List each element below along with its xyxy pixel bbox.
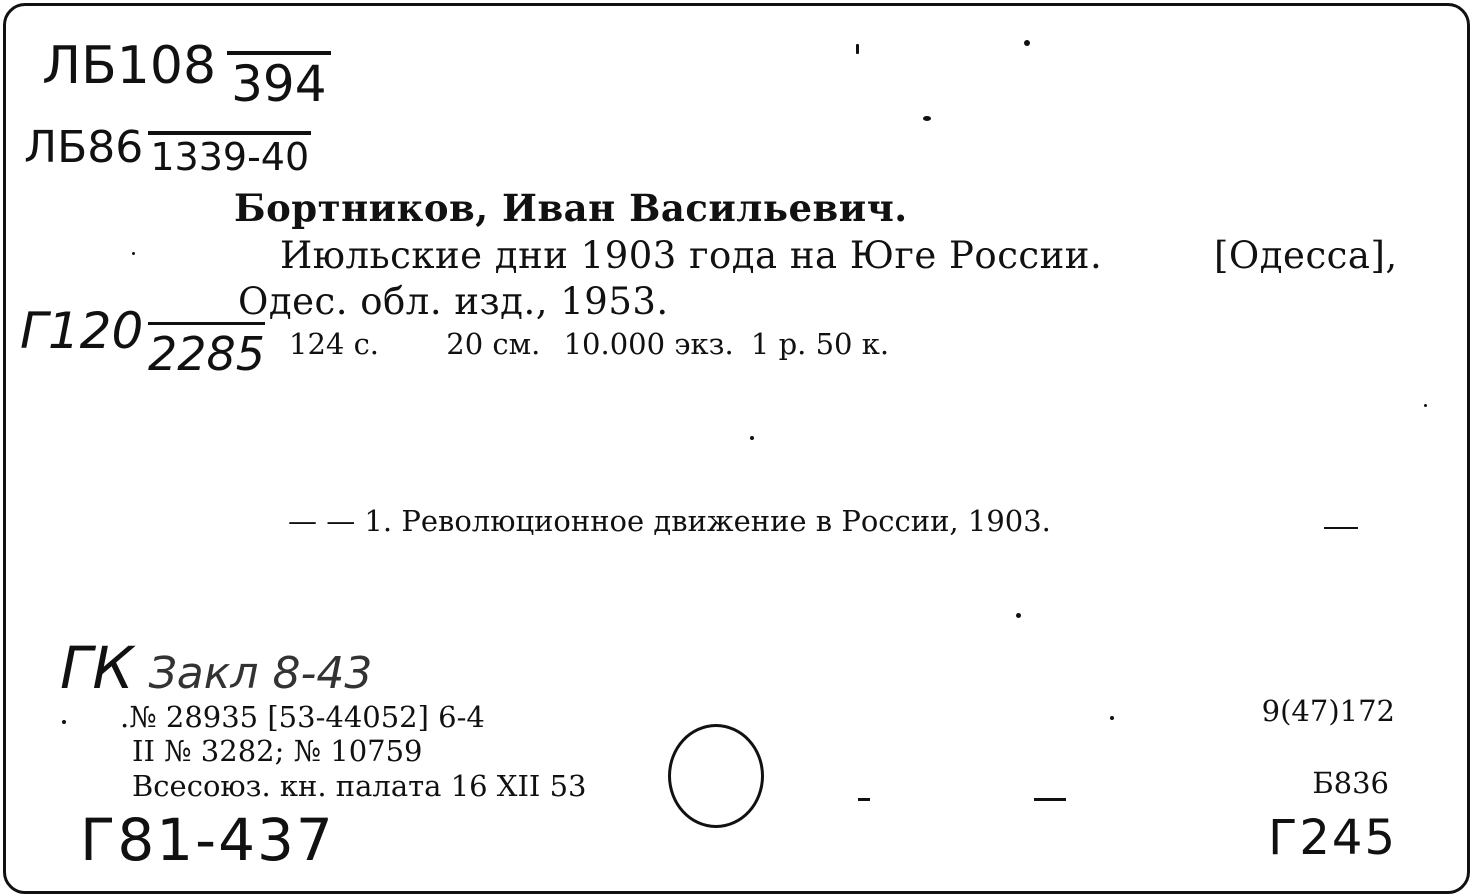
speck [1024,40,1030,46]
shelfmark-line1-prefix: ЛБ108 [42,36,217,96]
dash-mark [858,798,870,801]
speck [856,44,859,54]
shelfmark-line2-number: 1339-40 [148,131,311,179]
drawn-circle [668,724,764,828]
pages: 124 с. [289,327,380,361]
catalog-card [3,3,1470,894]
dash-mark [1324,527,1358,529]
shelfmark-line1-number: 394 [227,51,330,113]
speck [1424,404,1427,407]
footer-chamber: Всесоюз. кн. палата 16 XII 53 [132,769,587,803]
shelfmark-line2-prefix: ЛБ86 [24,122,144,173]
gk-note: Закл 8-43 [148,648,373,699]
shelfmark-g120: Г120 [20,302,144,360]
bottom-left-mark: Г81-437 [80,806,335,874]
subject-heading: — — 1. Революционное движение в России, 1903. [288,504,1051,538]
speck [750,436,754,440]
speck [1110,716,1114,720]
author-mark: Б836 [1312,766,1389,800]
dash-mark [1034,798,1066,801]
gk-mark [60,634,372,702]
place: [Одесса], [1214,234,1398,277]
copies: 10.000 экз. [563,327,734,361]
publisher: Одес. обл. изд., 1953. [238,280,669,323]
author: Бортников, Иван Васильевич. [234,186,908,230]
gk-label: ГК [60,634,134,702]
shelfmark-line1 [42,36,331,113]
size: 20 см. [446,327,541,361]
speck [132,252,135,255]
shelfmark-2285: 2285 [148,322,265,381]
footer-number: .№ 28935 [53-44052] 6-4 [120,700,485,734]
footer-second: II № 3282; № 10759 [132,734,423,768]
collation [289,327,889,361]
class-code: 9(47)172 [1261,694,1395,728]
speck [62,720,66,724]
shelfmark-line2 [24,122,311,179]
speck [1016,613,1021,618]
price: 1 р. 50 к. [750,327,890,361]
bottom-right-mark: Г245 [1268,810,1397,866]
speck [923,116,931,121]
title: Июльские дни 1903 года на Юге России. [280,234,1103,277]
